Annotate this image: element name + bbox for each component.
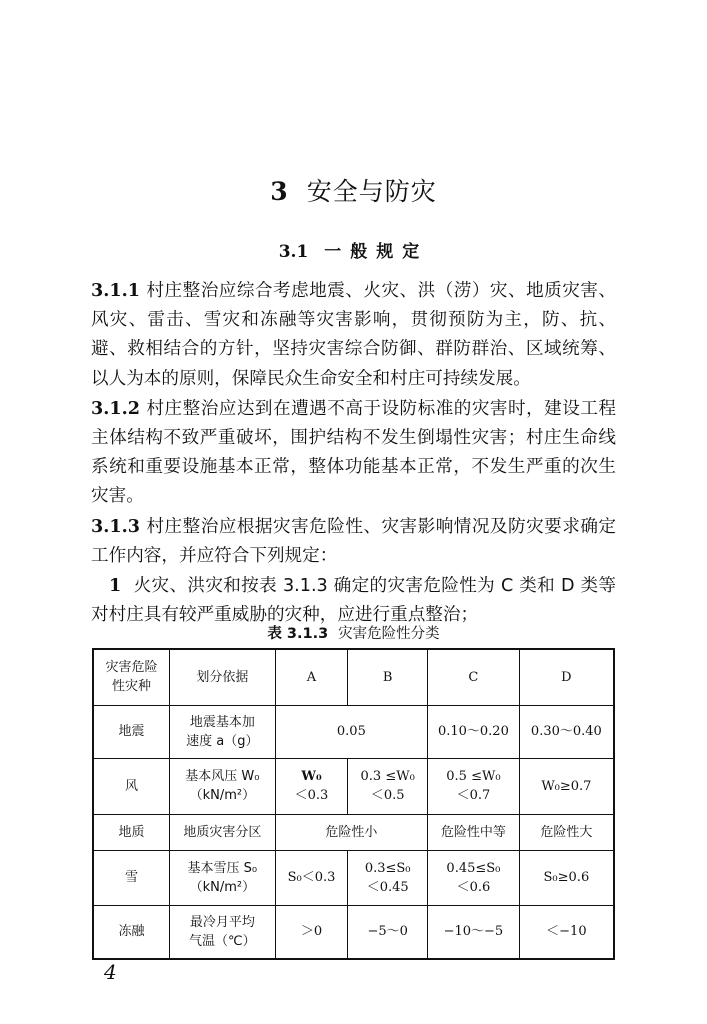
row-type: 雪 [93,850,170,905]
row-basis: 地质灾害分区 [170,814,276,850]
cell-line: W₀ [301,769,322,784]
page-number: 4 [104,960,117,984]
cell-line: 0.3 ≤W₀ [360,769,415,784]
item-text: 火灾、洪灾和按表 3.1.3 确定的灾害危险性为 C 类和 D 类等对村庄具有较严重威胁的灾种，应进行重点整治； [91,576,616,626]
row-basis [170,850,276,905]
cell-c: −10～−5 [428,905,520,959]
body-text [91,276,616,630]
clause-3-1-2 [91,394,616,512]
table-header-row [93,649,614,705]
header-b: B [348,649,428,705]
cell-line: 0.45≤S₀ [446,860,501,876]
cell-c [428,758,520,814]
cell-line: 0.5 ≤W₀ [446,769,501,784]
basis-line: 基本风压 W₀ [185,769,260,784]
cell-c: 0.10～0.20 [428,705,520,758]
header-a: A [275,649,348,705]
header-d: D [519,649,614,705]
clause-number: 3.1.3 [91,515,140,537]
section-number: 3.1 [278,242,309,262]
cell-b: −5～0 [348,905,428,959]
header-line: 性灾种 [111,679,151,695]
row-basis [170,905,276,959]
clause-number: 3.1.2 [91,397,140,419]
cell-a: ＞0 [275,905,348,959]
clause-3-1-1 [91,276,616,394]
table-row [93,905,614,959]
table-row [93,705,614,758]
table-caption-title: 灾害危险性分类 [338,626,440,642]
cell-b [348,758,428,814]
header-hazard-type [93,649,170,705]
row-type: 地震 [93,705,170,758]
item-number: 1 [109,575,122,597]
cell-b [348,850,428,905]
chapter-title [0,172,707,208]
basis-line: 速度 a（g） [186,733,259,749]
cell-ab: 0.05 [275,705,427,758]
row-basis [170,758,276,814]
table-caption [0,622,707,643]
table-caption-number: 表 3.1.3 [267,626,329,642]
cell-line: ＜0.45 [366,879,409,895]
cell-d: 危险性大 [519,814,614,850]
header-line: 灾害危险 [105,660,158,676]
cell-line: ＜0.3 [294,788,329,803]
row-type: 冻融 [93,905,170,959]
basis-line: 地震基本加 [189,714,255,730]
cell-d: S₀≥0.6 [519,850,614,905]
section-title [0,237,707,262]
basis-line: 基本雪压 S₀ [187,860,258,876]
cell-d: 0.30～0.40 [519,705,614,758]
section-title-text: 一般规定 [324,242,429,262]
row-basis [170,705,276,758]
row-type: 风 [93,758,170,814]
basis-line: 气温（℃） [189,933,256,949]
table-row [93,758,614,814]
basis-line: （kN/m²） [189,879,256,895]
cell-a [275,758,348,814]
table-row [93,850,614,905]
clause-3-1-3 [91,512,616,571]
cell-d: W₀≥0.7 [519,758,614,814]
hazard-classification-table [92,648,615,960]
cell-line: ＜0.5 [370,788,405,803]
clause-number: 3.1.1 [91,280,140,301]
basis-line: 最冷月平均 [189,914,255,930]
cell-line: ＜0.7 [456,788,491,803]
clause-text: 村庄整治应根据灾害危险性、灾害影响情况及防灾要求确定工作内容，并应符合下列规定： [91,516,616,566]
header-c: C [428,649,520,705]
cell-line: 0.3≤S₀ [364,860,411,876]
cell-a: S₀＜0.3 [275,850,348,905]
cell-ab: 危险性小 [275,814,427,850]
clause-text: 村庄整治应综合考虑地震、火灾、洪（涝）灾、地质灾害、风灾、雷击、雪灾和冻融等灾害影响，贯彻预防为主，防、抗、避、救相结合的方针，坚持灾害综合防御、群防群治、区域统筹、以人为本的原则，保障民众生命安全和村庄可持续发展。 [91,281,616,389]
row-type: 地质 [93,814,170,850]
cell-c: 危险性中等 [428,814,520,850]
chapter-number: 3 [270,177,289,206]
table-row [93,814,614,850]
cell-d: ＜−10 [519,905,614,959]
cell-c [428,850,520,905]
basis-line: （kN/m²） [189,788,256,803]
clause-text: 村庄整治应达到在遭遇不高于设防标准的灾害时，建设工程主体结构不致严重破坏，围护结构不发生倒塌性灾害；村庄生命线系统和重要设施基本正常，整体功能基本正常，不发生严重的次生灾害。 [91,398,616,507]
header-basis: 划分依据 [170,649,276,705]
chapter-title-text: 安全与防灾 [306,177,437,206]
cell-line: ＜0.6 [456,879,491,895]
